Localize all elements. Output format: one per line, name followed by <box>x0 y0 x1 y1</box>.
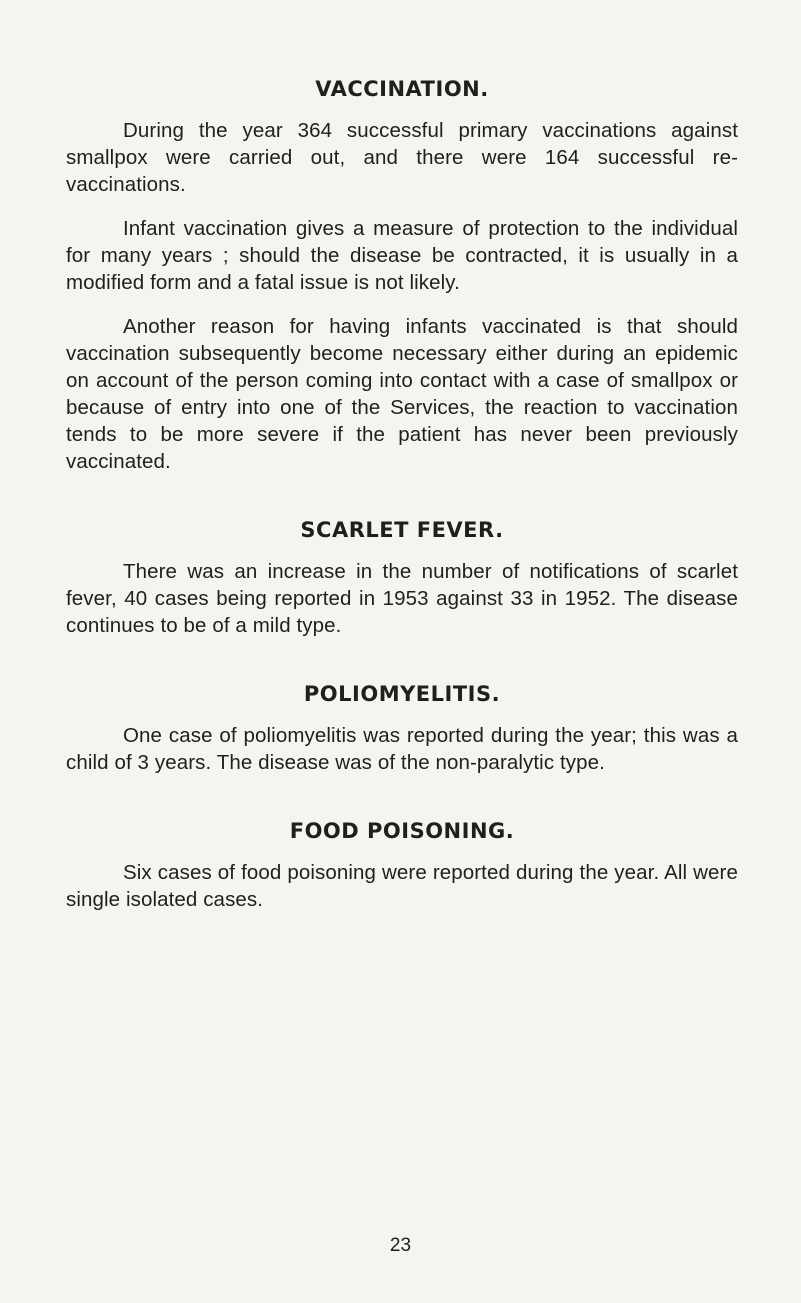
section-heading: POLIOMYELITIS. <box>303 682 501 706</box>
section-spacer <box>66 656 738 680</box>
section-food-poisoning <box>66 817 738 913</box>
page-number: 23 <box>389 1235 412 1256</box>
section-spacer <box>66 793 738 817</box>
paragraph: Six cases of food poisoning were reported during the year. All were single isolated cases. <box>66 861 738 911</box>
section-spacer <box>66 492 738 516</box>
section-poliomyelitis <box>66 680 738 776</box>
paragraph: One case of poliomyelitis was reported during the year; this was a child of 3 years. The disease was of the non-paralytic type. <box>66 724 738 774</box>
section-heading: VACCINATION. <box>315 77 489 101</box>
section-heading: SCARLET FEVER. <box>300 518 504 542</box>
paragraph: Infant vaccination gives a measure of protection to the individual for many years ; should the disease be contracted, it is usually in a modified form and a fatal issue is not likely. <box>66 217 738 294</box>
paragraph: Another reason for having infants vaccinated is that should vaccination subsequently become necessary either during an epidemic on account of the person coming into contact with a case of smallpox or because of entry into one of the Services, the reaction to vaccination tends to be more severe if the patient has never been previously vaccinated. <box>66 315 738 473</box>
page-content <box>66 75 738 930</box>
section-vaccination <box>66 75 738 475</box>
paragraph: During the year 364 successful primary vaccinations against smallpox were carried out, and there were 164 successful re-vaccinations. <box>66 119 738 196</box>
paragraph: There was an increase in the number of notifications of scarlet fever, 40 cases being reported in 1953 against 33 in 1952. The disease continues to be of a mild type. <box>66 560 738 637</box>
section-heading: FOOD POISONING. <box>289 819 515 843</box>
section-scarlet-fever <box>66 516 738 639</box>
